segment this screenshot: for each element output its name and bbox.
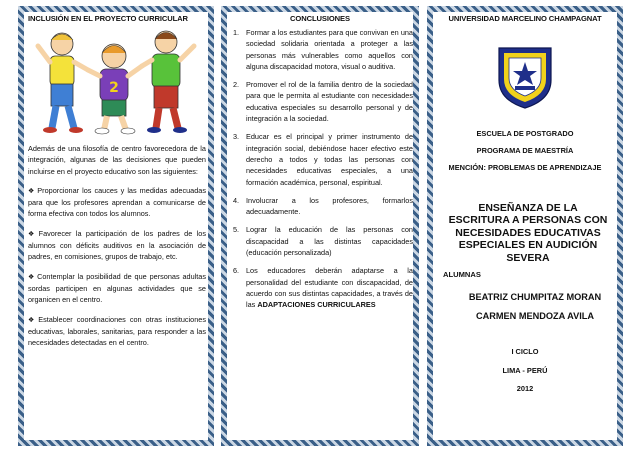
list-item: 6. Los educadores deberán adaptarse a la personalidad del estudiante con discapacidad, de acuerdo con sus distintas capacidades, a través de las ADAPTACIONES CURRICULARES	[233, 266, 413, 310]
svg-text:2: 2	[109, 80, 119, 96]
diamond-bullet-icon: ❖	[28, 187, 36, 195]
university-title: UNIVERSIDAD MARCELINO CHAMPAGNAT	[448, 14, 602, 23]
list-item: 1. Formar a los estudiantes para que convivan en una sociedad solidaria orientada a proteger a las personas más vulnerables como aquellos con alguna discapacidad motora, visual o auditiva.	[233, 28, 413, 71]
bullet-item: ❖ Contemplar la posibilidad de que personas adultas sordas participen en algunas actividades que se organicen en el centro.	[28, 271, 206, 305]
left-panel-body	[28, 143, 206, 348]
student-name: CARMEN MENDOZA AVILA	[475, 311, 595, 321]
diamond-bullet-icon: ❖	[28, 316, 37, 324]
list-item: 2. Promover el rol de la familia dentro de la sociedad para que le permita al estudiante con necesidades educativa especiales su desarrollo personal y de integración a la sociedad.	[233, 80, 413, 124]
work-title: ENSEÑANZA DE LA ESCRITURA A PERSONAS CON NECESIDADES EDUCATIVAS ESPECIALES EN AUDICIÓN SEVERA	[448, 202, 608, 264]
left-panel	[18, 6, 214, 446]
intro-paragraph: Además de una filosofía de centro favorecedora de la integración, algunas de las decisiones que pueden incluirse en el proyecto educativo son las siguientes:	[28, 144, 206, 176]
list-item: 5. Lograr la educación de las personas con discapacidad a las distintas capacidades (educación personalizada)	[233, 225, 413, 258]
list-item: 3. Educar es el principal y primer instrumento de integración social, debiéndose hacer efectivo este derecho a todos y todas las personas con necesidades educativas especiales, a una formación académica, personal, espiritual.	[233, 132, 413, 187]
child-green-icon	[142, 31, 194, 133]
mention-text: MENCIÓN: PROBLEMAS DE APRENDIZAJE	[448, 163, 602, 172]
city-text: LIMA - PERÚ	[502, 366, 548, 375]
left-panel-title: INCLUSIÓN EN EL PROYECTO CURRICULAR	[28, 14, 188, 23]
middle-panel	[221, 6, 419, 446]
diamond-bullet-icon: ❖	[28, 273, 36, 281]
conclusions-title: CONCLUSIONES	[290, 14, 350, 23]
university-crest-icon	[495, 44, 555, 110]
diamond-bullet-icon: ❖	[28, 230, 37, 238]
students-label: ALUMNAS	[443, 270, 481, 279]
bullet-item: ❖ Favorecer la participación de los padres de los alumnos con déficits auditivos en la asociación de padres, en comisiones, grupos de trabajo, etc.	[28, 228, 206, 262]
child-purple-icon	[88, 44, 142, 134]
conclusions-list	[233, 27, 413, 318]
children-clipart-icon	[32, 26, 202, 136]
list-item: 4. Involucrar a los profesores, formarlos adecuadamente.	[233, 195, 413, 217]
emphasis-text: ADAPTACIONES CURRICULARES	[257, 300, 376, 310]
right-panel	[427, 6, 623, 446]
school-name: ESCUELA DE POSTGRADO	[476, 129, 574, 138]
program-name: PROGRAMA DE MAESTRÍA	[476, 146, 574, 155]
student-name: BEATRIZ CHUMPITAZ MORAN	[468, 292, 602, 302]
child-yellow-icon	[38, 33, 88, 133]
year-text: 2012	[516, 384, 534, 393]
cycle-text: I CICLO	[511, 347, 539, 356]
bullet-item: ❖ Establecer coordinaciones con otras instituciones educativas, laborales, sanitarias, para responder a las necesidades detectadas en el centro.	[28, 314, 206, 348]
bullet-item: ❖ Proporcionar los cauces y las medidas adecuadas para que los profesores aprendan a comunicarse de forma efectiva con todos los alumnos.	[28, 185, 206, 219]
